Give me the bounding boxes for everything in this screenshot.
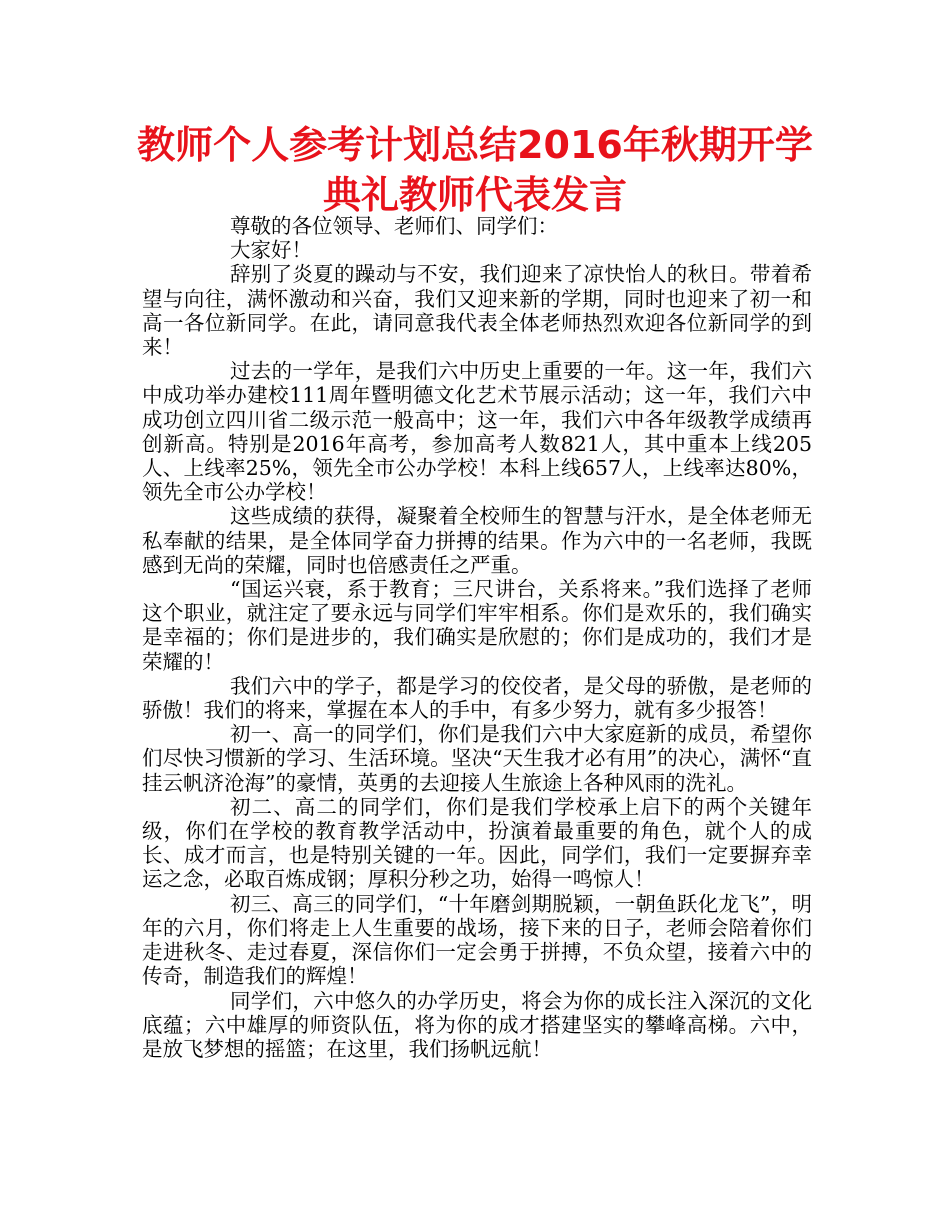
paragraph: 这些成绩的获得，凝聚着全校师生的智慧与汗水，是全体老师无私奉献的结果，是全体同学奋力拼搏的结果。作为六中的一名老师，我既感到无尚的荣耀，同时也倍感责任之严重。 bbox=[142, 504, 812, 577]
salutation: 尊敬的各位领导、老师们、同学们： bbox=[230, 214, 558, 238]
paragraph: “国运兴衰，系于教育；三尺讲台，关系将来。”我们选择了老师这个职业，就注定了要永远与同学们牢牢相系。你们是欢乐的，我们确实是幸福的；你们是进步的，我们确实是欣慰的；你们是成功的，我们才是荣耀的！ bbox=[142, 577, 812, 674]
paragraph: 初一、高一的同学们，你们是我们六中大家庭新的成员，希望你们尽快习惯新的学习、生活环境。坚决“天生我才必有用”的决心，满怀“直挂云帆济沧海”的豪情，英勇的去迎接人生旅途上各种风雨的洗礼。 bbox=[142, 722, 812, 795]
paragraph: 初二、高二的同学们，你们是我们学校承上启下的两个关键年级，你们在学校的教育教学活动中，扮演着最重要的角色，就个人的成长、成才而言，也是特别关键的一年。因此，同学们，我们一定要摒弃幸运之念，必取百炼成钢；厚积分秒之功，始得一鸣惊人！ bbox=[142, 794, 812, 892]
paragraph: 初三、高三的同学们，“十年磨剑期脱颖，一朝鱼跃化龙飞”，明年的六月，你们将走上人生重要的战场，接下来的日子，老师会陪着你们走进秋冬、走过春夏，深信你们一定会勇于拼搏，不负众望，接着六中的传奇，制造我们的辉煌！ bbox=[142, 891, 812, 989]
paragraph: 我们六中的学子，都是学习的佼佼者，是父母的骄傲，是老师的骄傲！我们的将来，掌握在本人的手中，有多少努力，就有多少报答！ bbox=[142, 673, 812, 723]
paragraph: 过去的一学年，是我们六中历史上重要的一年。这一年，我们六中成功举办建校111周年暨明德文化艺术节展示活动；这一年，我们六中成功创立四川省二级示范一般高中；这一年，我们六中各年级教学成绩再创新高。特别是2016年高考，参加高考人数821人，其中重本上线205人、上线率25%，领先全市公办学校！本科上线657人，上线率达80%，领先全市公办学校！ bbox=[142, 359, 812, 505]
document-title: 教师个人参考计划总结2016年秋期开学典礼教师代表发言 bbox=[137, 123, 813, 217]
greeting: 大家好！ bbox=[230, 238, 312, 263]
document-body bbox=[142, 214, 812, 1061]
closing-paragraph: 同学们，六中悠久的办学历史，将会为你的成长注入深沉的文化底蕴；六中雄厚的师资队伍，将为你的成才搭建坚实的攀峰高梯。六中，是放飞梦想的摇篮；在这里，我们扬帆远航！ bbox=[142, 988, 812, 1061]
paragraph: 辞别了炎夏的躁动与不安，我们迎来了凉快怡人的秋日。带着希望与向往，满怀激动和兴奋，我们又迎来新的学期，同时也迎来了初一和高一各位新同学。在此，请同意我代表全体老师热烈欢迎各位新同学的到来！ bbox=[142, 262, 812, 360]
